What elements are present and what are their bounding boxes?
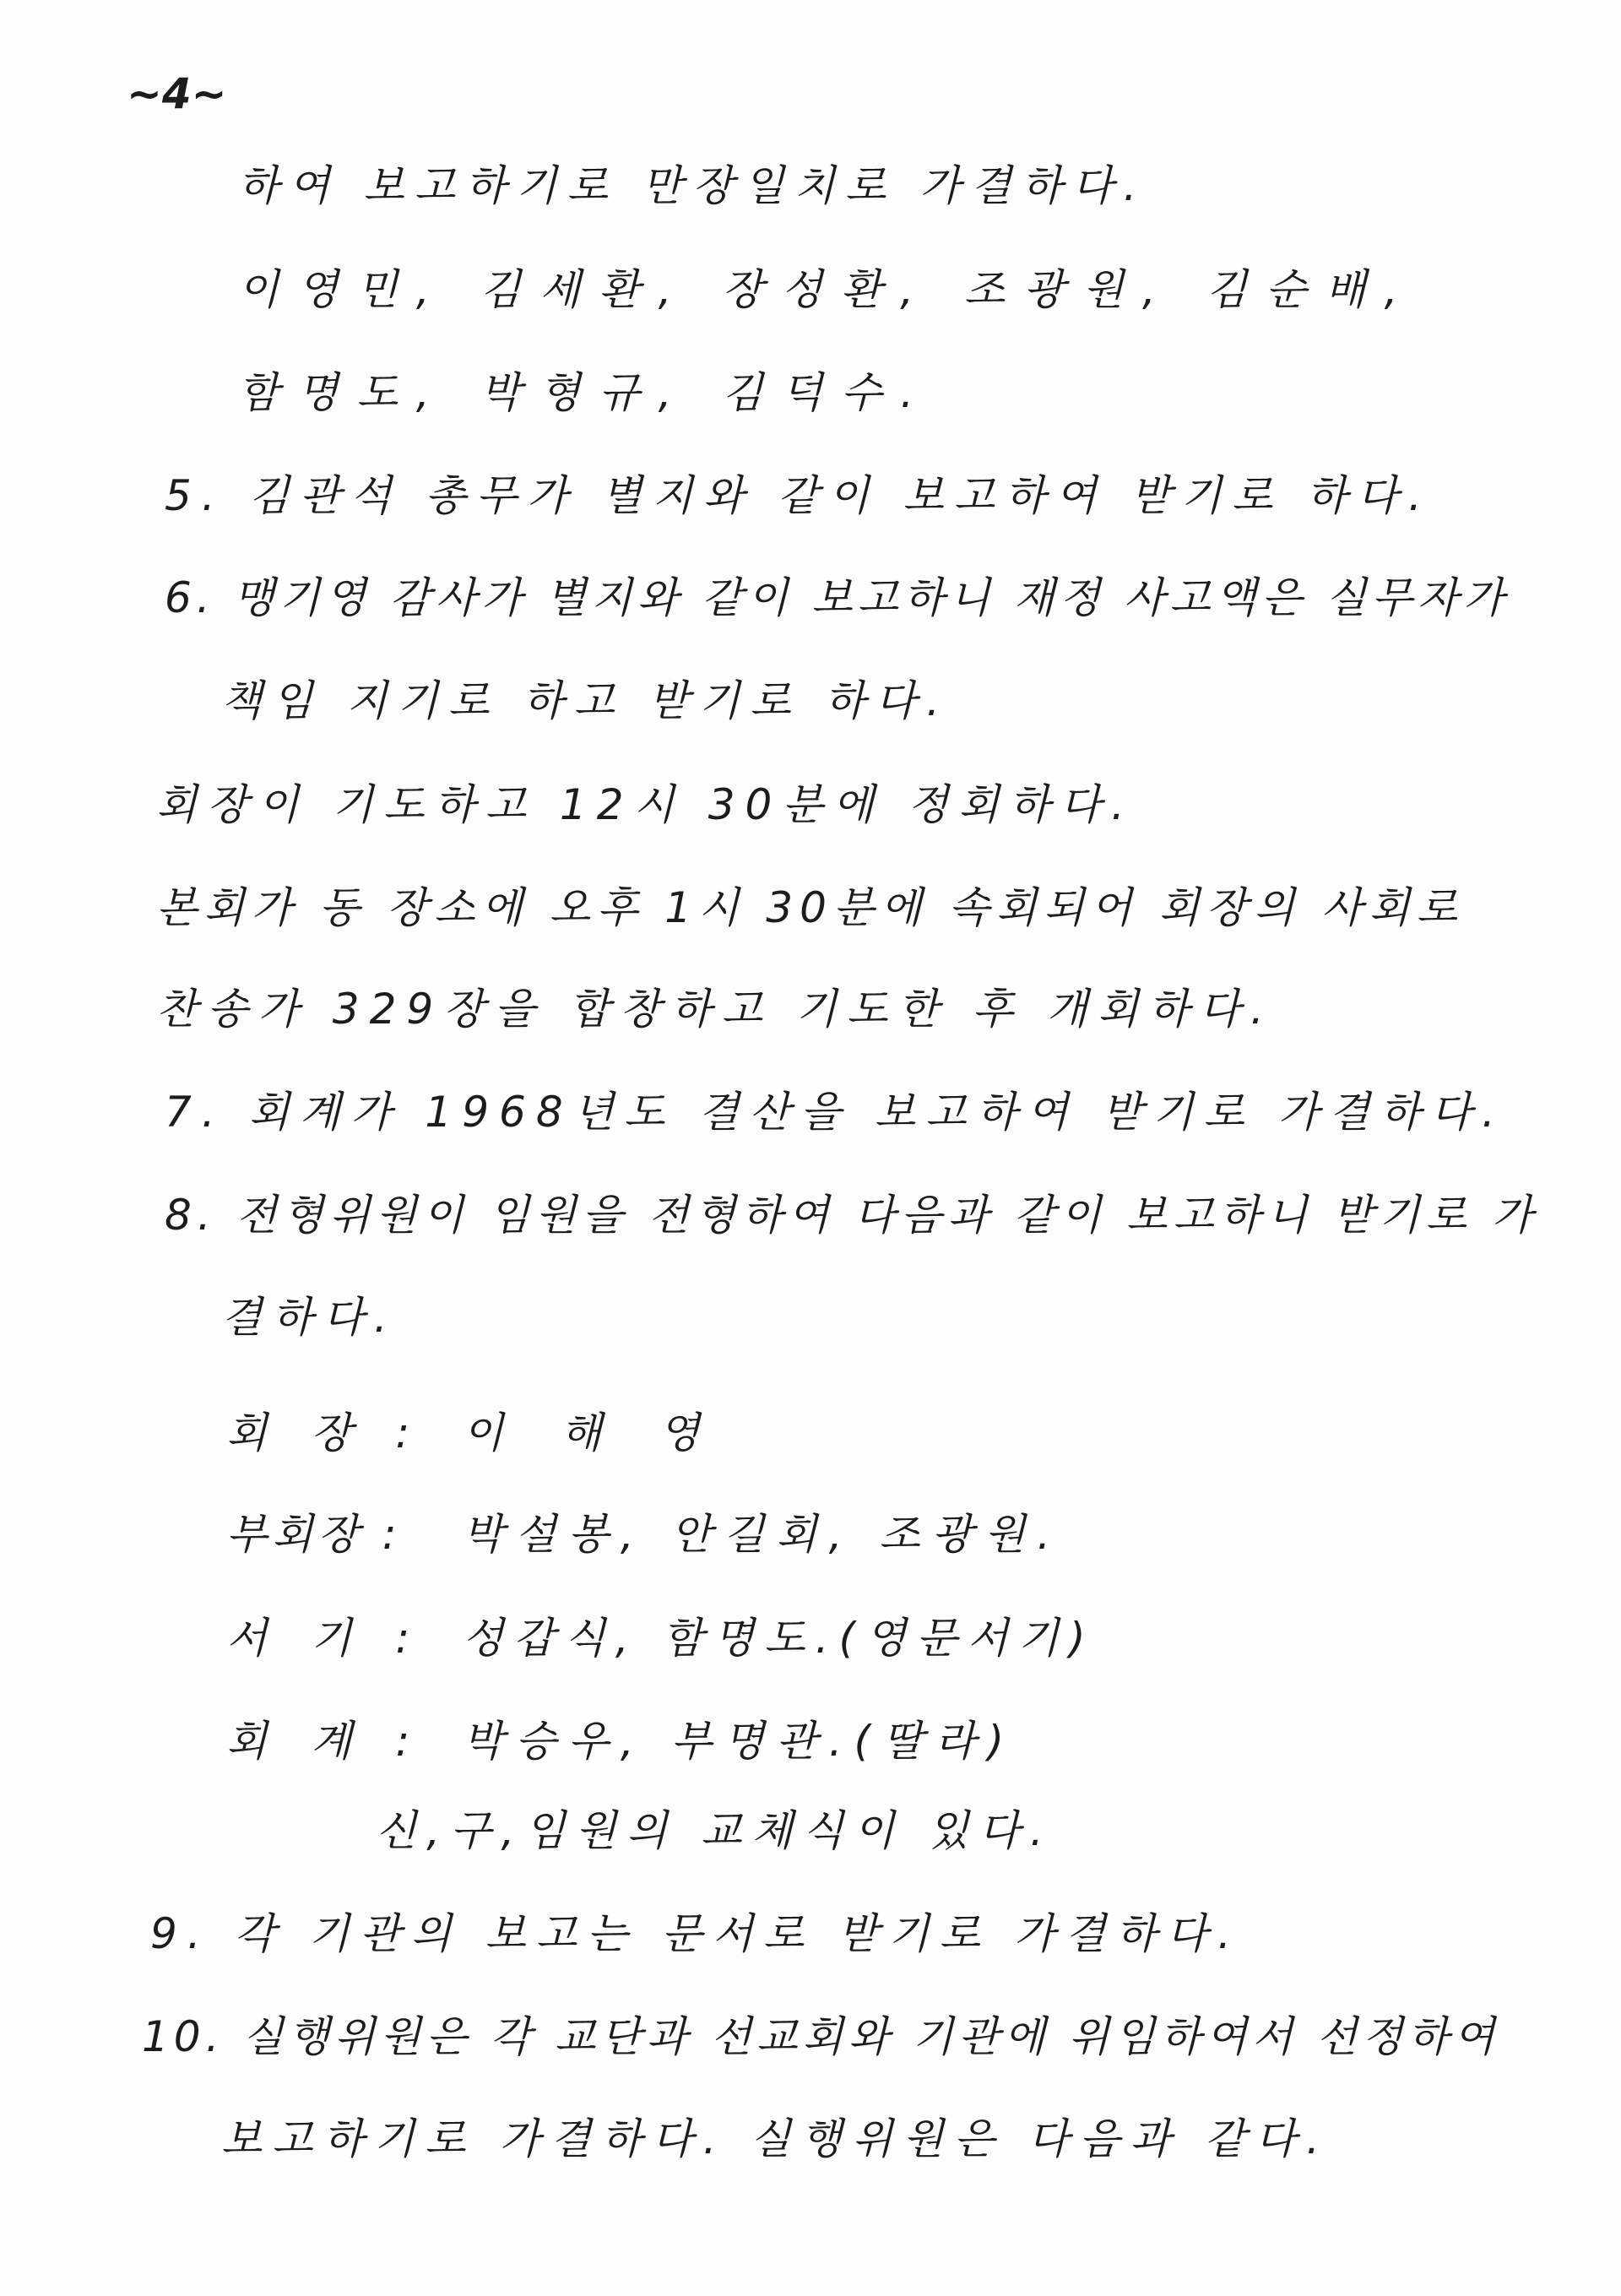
text-line-13: 신,구,임원의 교체식이 있다. (376, 1806, 1054, 1855)
officer-names-vice-president: 박설봉, 안길회, 조광원. (463, 1510, 1063, 1559)
text-line-6: 책임 지기로 하고 받기로 하다. (221, 676, 951, 725)
text-line-1: 하여 보고하기로 만장일치로 가결하다. (238, 161, 1147, 210)
officer-label-president: 회 장 : (226, 1409, 426, 1457)
text-line-5: 6. 맹기영 감사가 별지와 같이 보고하니 재정 사고액은 실무자가 (165, 573, 1510, 622)
text-line-2: 이영민, 김세환, 장성환, 조광원, 김순배, (238, 265, 1417, 314)
text-line-4: 5. 김관석 총무가 별지와 같이 보고하여 받기로 하다. (165, 471, 1432, 520)
officer-label-vice-president: 부회장 : (226, 1510, 402, 1559)
officer-names-secretary: 성갑식, 함명도.(영문서기) (463, 1614, 1096, 1663)
text-line-10: 7. 회계가 1968년도 결산을 보고하여 받기로 가결하다. (165, 1088, 1505, 1137)
text-line-15: 10. 실행위원은 각 교단과 선교회와 기관에 위임하여서 선정하여 (142, 2012, 1500, 2061)
page-number: ~4~ (127, 69, 227, 118)
text-line-11: 8. 전형위원이 임원을 전형하여 다음과 같이 보고하니 받기로 가 (165, 1191, 1539, 1240)
officer-label-secretary: 서 기 : (226, 1614, 426, 1663)
text-line-14: 9. 각 기관의 보고는 문서로 받기로 가결하다. (150, 1909, 1242, 1958)
text-line-12: 결하다. (221, 1293, 398, 1342)
officer-names-treasurer: 박승우, 부명관.(딸라) (463, 1717, 1017, 1766)
text-line-3: 함명도, 박형규, 김덕수. (238, 368, 933, 417)
officer-label-treasurer: 회 계 : (226, 1717, 426, 1766)
officer-names-president: 이 해 영 (463, 1409, 722, 1457)
text-line-7: 회장이 기도하고 12시 30분에 정회하다. (156, 780, 1135, 829)
text-line-8: 본회가 동 장소에 오후 1시 30분에 속회되어 회장의 사회로 (156, 883, 1465, 932)
text-line-16: 보고하기로 가결하다. 실행위원은 다음과 같다. (221, 2114, 1331, 2163)
text-line-9: 찬송가 329장을 합창하고 기도한 후 개회하다. (156, 985, 1274, 1034)
